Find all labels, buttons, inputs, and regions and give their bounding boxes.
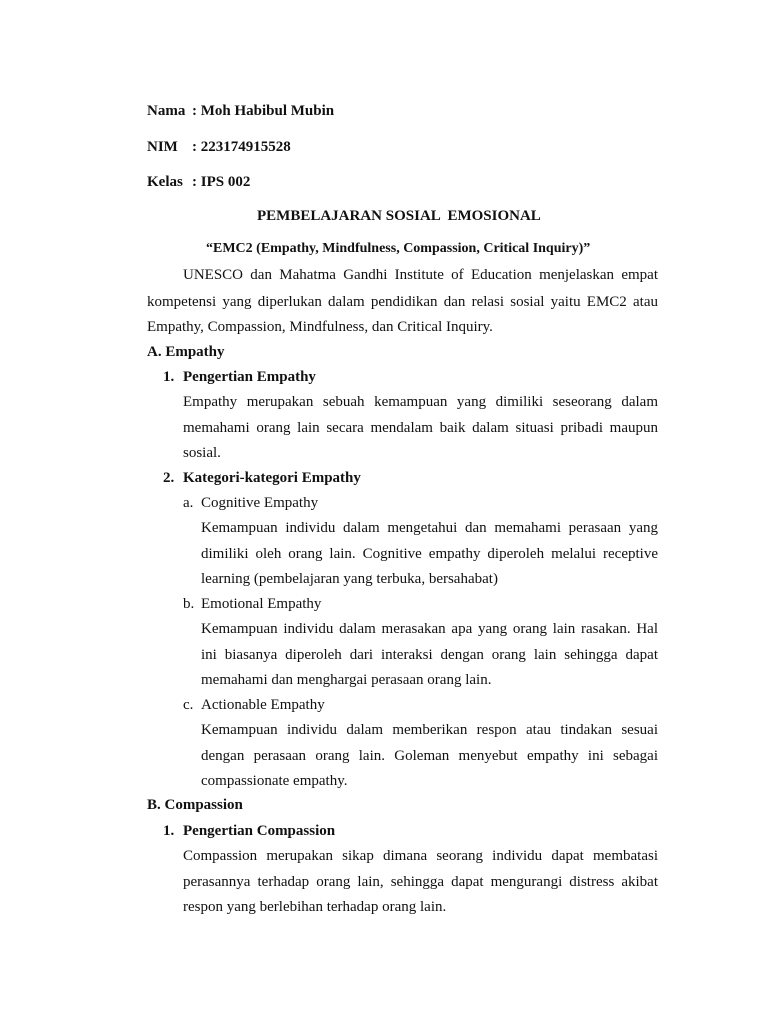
page-subtitle: “EMC2 (Empathy, Mindfulness, Compassion, Critical Inquiry)” bbox=[206, 241, 591, 256]
paragraph-line: Kemampuan individu dalam merasakan apa yang orang lain rasakan. Hal bbox=[201, 621, 658, 637]
list-title: Pengertian Compassion bbox=[183, 823, 336, 839]
paragraph-line: Compassion merupakan sikap dimana seorang individu dapat membatasi bbox=[183, 848, 658, 864]
list-number: 1. bbox=[163, 369, 175, 385]
section-a-item-1-heading bbox=[163, 368, 316, 386]
list-title: Actionable Empathy bbox=[201, 697, 325, 713]
kelas-label: Kelas bbox=[147, 174, 183, 190]
intro-line-3: Empathy, Compassion, Mindfulness, dan Critical Inquiry. bbox=[147, 319, 493, 335]
paragraph-line: ini biasanya diperoleh dari interaksi dengan orang lain sehingga dapat bbox=[201, 647, 658, 663]
list-title: Emotional Empathy bbox=[201, 596, 322, 612]
nim-label: NIM bbox=[147, 139, 178, 155]
list-title: Pengertian Empathy bbox=[183, 369, 316, 385]
sub-item-a-heading bbox=[183, 494, 318, 512]
list-number: 2. bbox=[163, 470, 175, 486]
paragraph-line: respon yang berlebihan terhadap orang lain. bbox=[183, 899, 447, 915]
section-a-item-2-heading bbox=[163, 469, 361, 487]
list-number: 1. bbox=[163, 823, 175, 839]
section-b-item-1-heading bbox=[163, 822, 335, 840]
paragraph-line: Empathy merupakan sebuah kemampuan yang dimiliki seseorang dalam bbox=[183, 394, 658, 410]
list-letter: b. bbox=[183, 596, 195, 612]
list-letter: c. bbox=[183, 697, 194, 713]
nim-value: : 223174915528 bbox=[192, 139, 291, 155]
section-a-heading: A. Empathy bbox=[147, 344, 225, 360]
list-title: Cognitive Empathy bbox=[201, 495, 319, 511]
paragraph-line: Kemampuan individu dalam mengetahui dan memahami perasaan yang bbox=[201, 520, 658, 536]
kelas-value: : IPS 002 bbox=[192, 174, 251, 190]
paragraph-line: compassionate empathy. bbox=[201, 773, 348, 789]
intro-line-2: kompetensi yang diperlukan dalam pendidikan dan relasi sosial yaitu EMC2 atau bbox=[147, 294, 658, 310]
paragraph-line: perasannya terhadap orang lain, sehingga dapat mengurangi distress akibat bbox=[183, 874, 658, 890]
nama-value: : Moh Habibul Mubin bbox=[192, 103, 335, 119]
section-b-heading: B. Compassion bbox=[147, 797, 243, 813]
paragraph-line: memahami dan menghargai perasaan orang lain. bbox=[201, 672, 492, 688]
paragraph-line: dengan perasaan orang lain. Goleman menyebut empathy ini sebagai bbox=[201, 748, 658, 764]
intro-line-1: UNESCO dan Mahatma Gandhi Institute of Education menjelaskan empat bbox=[183, 267, 658, 283]
paragraph-line: memahami orang lain secara mendalam baik dalam situasi pribadi maupun bbox=[183, 420, 658, 436]
sub-item-b-heading bbox=[183, 595, 321, 613]
page-title: PEMBELAJARAN SOSIAL EMOSIONAL bbox=[257, 208, 541, 224]
nama-label: Nama bbox=[147, 103, 186, 119]
paragraph-line: dimiliki oleh orang lain. Cognitive empathy diperoleh melalui receptive bbox=[201, 546, 658, 562]
list-letter: a. bbox=[183, 495, 194, 511]
paragraph-line: learning (pembelajaran yang terbuka, bersahabat) bbox=[201, 571, 498, 587]
paragraph-line: sosial. bbox=[183, 445, 221, 461]
list-title: Kategori-kategori Empathy bbox=[183, 470, 361, 486]
sub-item-c-heading bbox=[183, 696, 325, 714]
paragraph-line: Kemampuan individu dalam memberikan respon atau tindakan sesuai bbox=[201, 722, 658, 738]
